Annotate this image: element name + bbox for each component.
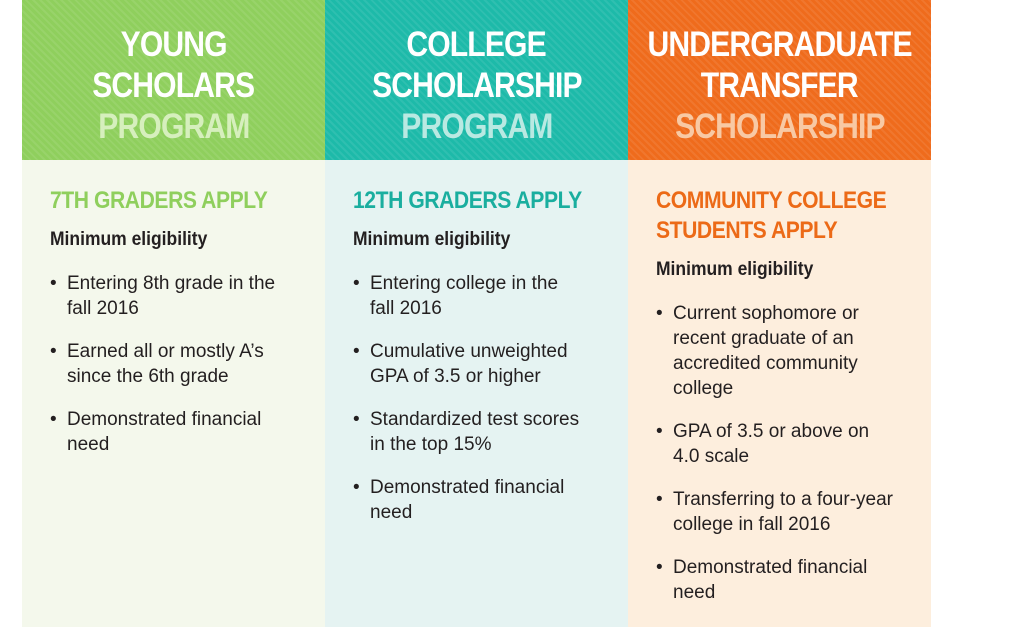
bullet-icon: • bbox=[656, 557, 663, 578]
header-title-line: SCHOLARS bbox=[92, 65, 255, 105]
programs-grid bbox=[22, 0, 931, 627]
item-line: Transferring to a four-year bbox=[673, 489, 893, 510]
bullet-icon: • bbox=[50, 409, 57, 430]
item-line: need bbox=[673, 582, 716, 603]
list-item bbox=[50, 339, 301, 389]
item-line: GPA of 3.5 or higher bbox=[370, 366, 541, 387]
eligibility-list bbox=[50, 271, 301, 457]
bullet-icon: • bbox=[656, 489, 663, 510]
column-body bbox=[22, 160, 325, 627]
list-item bbox=[50, 271, 301, 321]
header-subtitle: SCHOLARSHIP bbox=[674, 106, 885, 146]
column-body bbox=[325, 160, 628, 627]
list-item bbox=[656, 419, 907, 469]
list-item bbox=[353, 339, 604, 389]
eligibility-label: Minimum eligibility bbox=[353, 229, 511, 250]
header-title-line: TRANSFER bbox=[700, 65, 859, 105]
bullet-icon: • bbox=[656, 421, 663, 442]
header-title-line: UNDERGRADUATE bbox=[647, 24, 912, 64]
bullet-icon: • bbox=[353, 409, 360, 430]
item-line: Standardized test scores bbox=[370, 409, 580, 430]
item-line: Earned all or mostly A’s bbox=[67, 341, 264, 362]
header-subtitle: PROGRAM bbox=[400, 106, 553, 146]
list-item bbox=[656, 487, 907, 537]
item-line: college bbox=[673, 378, 734, 399]
bullet-icon: • bbox=[353, 477, 360, 498]
apply-heading-line: 7TH GRADERS APPLY bbox=[50, 187, 268, 214]
header-title-line: COLLEGE bbox=[406, 24, 547, 64]
column-undergraduate-transfer bbox=[628, 0, 931, 627]
apply-heading bbox=[353, 186, 582, 216]
item-line: Current sophomore or bbox=[673, 303, 859, 324]
bullet-icon: • bbox=[353, 273, 360, 294]
item-line: since the 6th grade bbox=[67, 366, 229, 387]
item-line: 4.0 scale bbox=[673, 446, 750, 467]
item-line: fall 2016 bbox=[370, 298, 442, 319]
eligibility-label: Minimum eligibility bbox=[656, 259, 814, 280]
list-item bbox=[50, 407, 301, 457]
apply-heading-line: STUDENTS APPLY bbox=[656, 217, 838, 244]
column-header bbox=[325, 0, 628, 160]
apply-heading bbox=[50, 186, 271, 216]
list-item bbox=[656, 555, 907, 605]
column-young-scholars bbox=[22, 0, 325, 627]
item-line: college in fall 2016 bbox=[673, 514, 831, 535]
item-line: need bbox=[370, 502, 413, 523]
eligibility-label: Minimum eligibility bbox=[50, 229, 208, 250]
eligibility-list bbox=[353, 271, 604, 525]
bullet-icon: • bbox=[50, 341, 57, 362]
item-line: Demonstrated financial bbox=[67, 409, 262, 430]
column-body bbox=[628, 160, 931, 627]
item-line: Demonstrated financial bbox=[673, 557, 868, 578]
bullet-icon: • bbox=[353, 341, 360, 362]
column-header bbox=[628, 0, 931, 160]
apply-heading-line: 12TH GRADERS APPLY bbox=[353, 187, 582, 214]
item-line: Cumulative unweighted bbox=[370, 341, 568, 362]
list-item bbox=[353, 271, 604, 321]
bullet-icon: • bbox=[656, 303, 663, 324]
column-college-scholarship bbox=[325, 0, 628, 627]
item-line: accredited community bbox=[673, 353, 858, 374]
eligibility-list bbox=[656, 301, 907, 605]
header-subtitle: PROGRAM bbox=[97, 106, 250, 146]
column-header bbox=[22, 0, 325, 160]
item-line: Entering 8th grade in the bbox=[67, 273, 276, 294]
list-item bbox=[353, 475, 604, 525]
header-title-line: YOUNG bbox=[120, 24, 227, 64]
item-line: in the top 15% bbox=[370, 434, 492, 455]
bullet-icon: • bbox=[50, 273, 57, 294]
item-line: need bbox=[67, 434, 110, 455]
item-line: recent graduate of an bbox=[673, 328, 854, 349]
list-item bbox=[656, 301, 907, 401]
list-item bbox=[353, 407, 604, 457]
header-title-line: SCHOLARSHIP bbox=[371, 65, 582, 105]
apply-heading-line: COMMUNITY COLLEGE bbox=[656, 187, 887, 214]
item-line: fall 2016 bbox=[67, 298, 139, 319]
item-line: GPA of 3.5 or above on bbox=[673, 421, 870, 442]
apply-heading bbox=[656, 186, 887, 246]
item-line: Demonstrated financial bbox=[370, 477, 565, 498]
item-line: Entering college in the bbox=[370, 273, 559, 294]
